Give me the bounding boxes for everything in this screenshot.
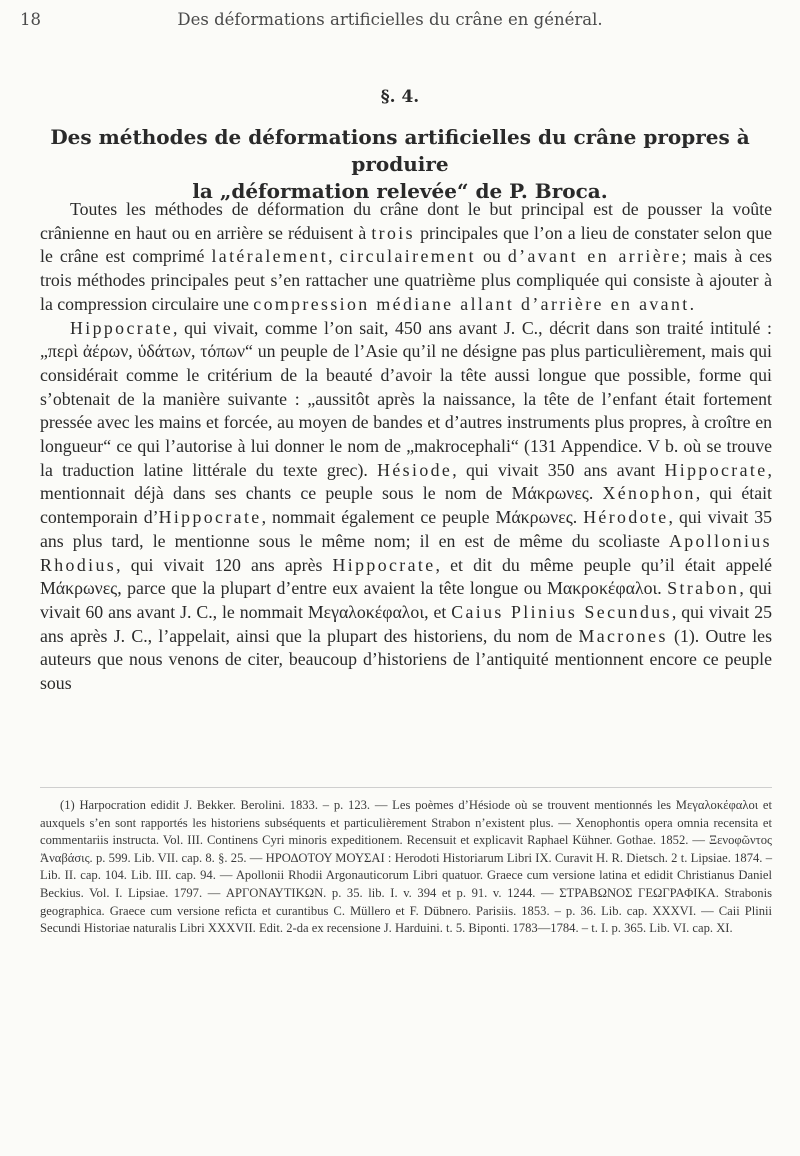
author-name: Apollonius Rhodius	[40, 530, 772, 575]
text-run: , qui vivait 35 ans plus tard, le mentionne sous le même nom; il en est de même du scoliaste	[40, 507, 773, 551]
author-name: Hippocrate	[332, 554, 436, 575]
author-name: Hippocrate	[70, 317, 173, 338]
body-text	[40, 198, 772, 696]
text-run: , mentionnait déjà dans ses chants ce peuple sous le nom de Μάκρωνες.	[40, 459, 772, 504]
text-run: , qui vivait 120 ans après	[116, 554, 333, 575]
author-name: Strabon	[667, 578, 740, 599]
running-header	[20, 10, 760, 36]
paragraph-2	[40, 317, 772, 696]
text-run: (1). Outre les auteurs que nous venons de citer, beaucoup d’historiens de l’antiquité mentionnent encore ce peuple sous	[40, 625, 772, 694]
text-run: ,	[328, 246, 340, 267]
text-run: ; mais à ces trois méthodes principales peut s’en rattacher une quatrième plus compliquée qui consiste à ajouter à la compression circulaire une	[40, 246, 772, 314]
paragraph-1	[40, 198, 772, 317]
text-run: , qui vivait 350 ans avant	[452, 459, 665, 480]
spaced-term: trois	[371, 222, 415, 243]
footnote-text: (1) Harpocration edidit J. Bekker. Berolini. 1833. – p. 123. — Les poèmes d’Hésiode où se trouvent mentionnés les Μεγαλοκέφαλοι et auxquels s’en sont rapportés les historiens subséquents et particulièrement Strabon n’existent plus. — Xenophontis opera omnia recensita et commentariis instructa. Vol. III. Continens Cyri minoris expeditionem. Recensuit et explicavit Raphael Kühner. Gothae. 1852. — Ξενοφῶντος Ἀναβάσις. p. 599. Lib. VII. cap. 8. §. 25. — ΗΡΟΔΟΤΟΥ ΜΟΥΣΑΙ : Herodoti Historiarum Libri IX. Curavit H. R. Dietsch. 2 t. Lipsiae. 1874. – Lib. II. cap. 104. Lib. III. cap. 94. — Apollonii Rhodii Argonauticorum Libri quatuor. Graece cum versione latina et edidit Christianus Daniel Beckius. Vol. I. Lipsiae. 1797. — ΑΡΓΟΝΑΥΤΙΚΩΝ. p. 35. lib. I. v. 394 et p. 91. v. 1244. — ΣΤΡΑΒΩΝΟΣ ΓΕΩΓΡΑΦΙΚΑ. Strabonis geographica. Graece cum versione reficta et curantibus C. Müllero et F. Dübnero. Parisiis. 1853. – p. 36. Lib. cap. XXXVI. — Caii Plinii Secundi Historiae naturalis Libri XXXVII. Edit. 2-da ex recensione J. Harduini. t. 5. Biponti. 1783—1784. – t. I. p. 365. Lib. VI. cap. XI.	[40, 798, 772, 936]
spaced-term: compression médiane allant d’arrière en avant	[253, 293, 690, 314]
text-run: .	[689, 293, 695, 314]
author-name: Xénophon	[602, 483, 696, 504]
text-run: , qui vivait 25 ans après J. C., l’appelait, ainsi que la plupart des historiens, du nom de	[40, 601, 772, 646]
spaced-term: d’avant en arrière	[507, 246, 682, 267]
text-run: , qui était contemporain d’	[40, 483, 772, 528]
section-number: §. 4.	[380, 87, 420, 107]
text-run: , et dit du même peuple qu’il était appelé Μάκρωνες, parce que la plupart d’entre eux avaient la tête longue ou Μακροκέφαλοι.	[40, 554, 772, 599]
text-run: Toutes les méthodes de déformation du crâne dont le but principal est de pousser la voûte crânienne en haut ou en arrière se réduisent à	[40, 199, 772, 243]
section-heading-line-1: Des méthodes de déformations artificielles du crâne propres à produire	[50, 125, 750, 176]
text-run: principales que l’on a lieu de constater selon que le crâne est comprimé	[40, 222, 772, 267]
author-name: Hippocrate	[664, 459, 768, 480]
author-name: Hippocrate	[158, 507, 262, 528]
text-run: , qui vivait 60 ans avant J. C., le nommait Μεγαλοκέφαλοι, et	[40, 578, 772, 622]
page-number: 18	[20, 10, 41, 29]
text-run: , nommait également ce peuple Μάκρωνες.	[261, 507, 584, 528]
spaced-term: latéralement	[211, 246, 329, 267]
spaced-term: circulairement	[339, 246, 476, 267]
footnote-divider	[40, 787, 772, 788]
text-run: ou	[475, 246, 508, 267]
author-name: Macrones	[578, 625, 668, 646]
section-heading-line-2: la „déformation relevée“ de P. Broca.	[192, 179, 608, 203]
author-name: Caius Plinius Secundus	[451, 601, 672, 622]
running-title: Des déformations artificielles du crâne en général.	[177, 10, 603, 29]
author-name: Hésiode	[377, 459, 453, 480]
author-name: Hérodote	[583, 507, 669, 528]
section-heading	[40, 124, 760, 205]
footnote	[40, 797, 772, 938]
text-run: , qui vivait, comme l’on sait, 450 ans avant J. C., décrit dans son traité intitulé : „περὶ ἀέρων, ὑδάτων, τόπων“ un peuple de l’Asie qu’il ne désigne pas plus particulièrement, mais qui considérait comme le critérium de la beauté d’avoir la tête aussi longue que possible, forme qui s’obtenait de la manière suivante : „aussitôt après la naissance, la tête de l’enfant était fortement pressée avec les mains et forcée, au moyen de bandes et d’autres instruments plus propres, à croître en longueur“ ce qui l’autorise à lui donner le nom de „makrocephali“ (131 Appendice. V b. où se trouve la traduction latine littérale du texte grec).	[40, 317, 772, 480]
